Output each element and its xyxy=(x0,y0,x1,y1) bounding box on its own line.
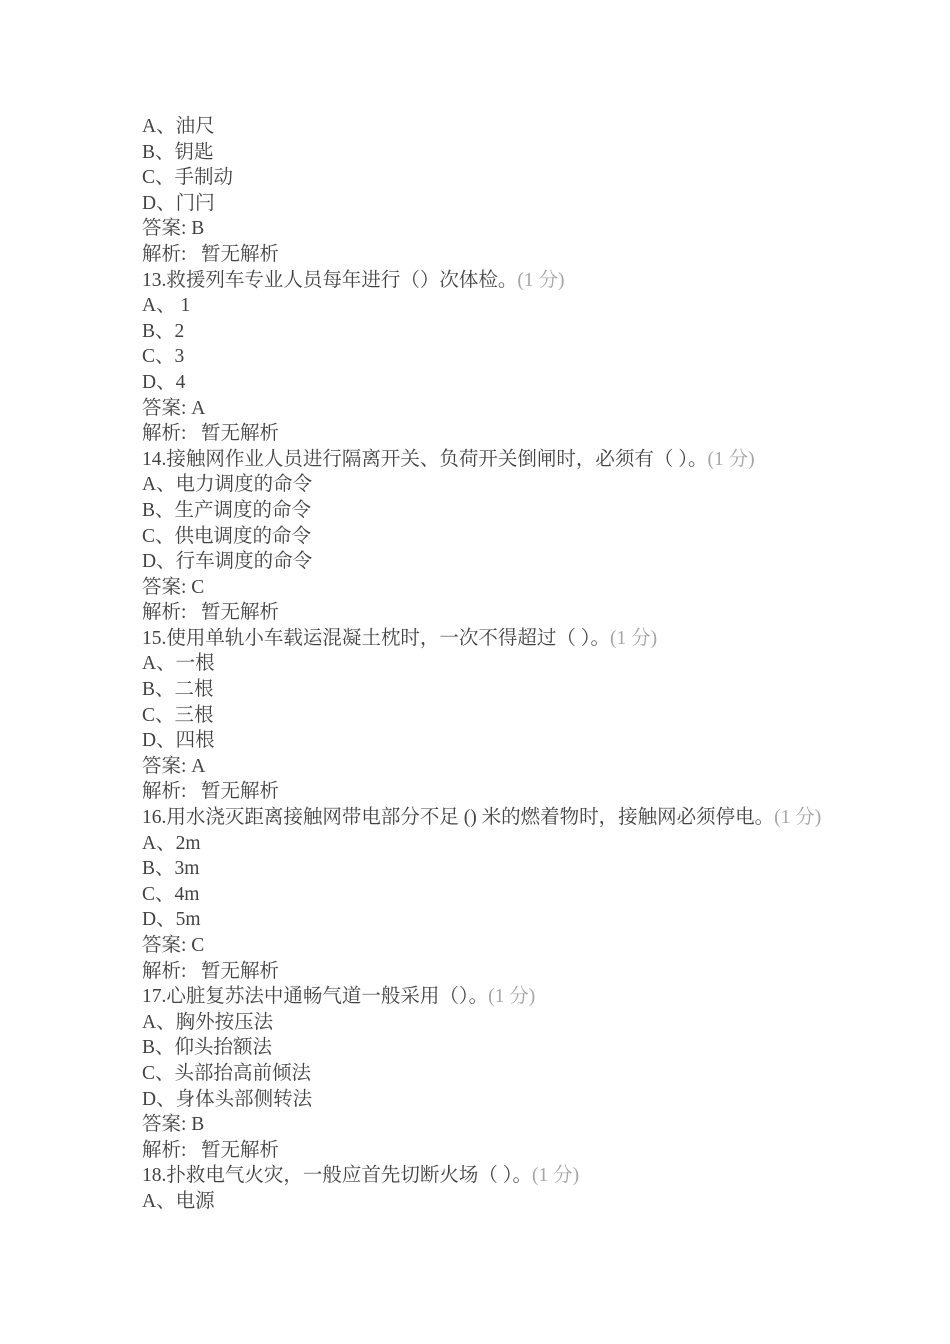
option-line: A、电源 xyxy=(142,1190,215,1212)
option-line: C、三根 xyxy=(142,704,214,726)
score-label: (1 分) xyxy=(532,1165,580,1187)
analysis-line: 解析: 暂无解析 xyxy=(142,781,280,803)
option-line: B、生产调度的命令 xyxy=(142,499,312,521)
option-line: D、5m xyxy=(142,909,201,931)
question-stem-text: 13.救援列车专业人员每年进行（）次体检。 xyxy=(142,269,518,291)
option-line: B、钥匙 xyxy=(142,141,214,163)
option-line: C、供电调度的命令 xyxy=(142,525,312,547)
answer-line: 答案: B xyxy=(142,1114,205,1136)
score-label: (1 分) xyxy=(517,269,565,291)
analysis-line: 解析: 暂无解析 xyxy=(142,960,280,982)
answer-line: 答案: A xyxy=(142,397,206,419)
score-label: (1 分) xyxy=(707,448,755,470)
question-stem-text: 15.使用单轨小车载运混凝土枕时，一次不得超过（ ）。 xyxy=(142,627,611,649)
score-label: (1 分) xyxy=(488,986,536,1008)
analysis-line: 解析: 暂无解析 xyxy=(142,602,280,624)
option-line: C、4m xyxy=(142,883,200,905)
question-list xyxy=(142,114,834,1215)
option-line: D、身体头部侧转法 xyxy=(142,1088,313,1110)
question-stem-text: 16.用水浇灭距离接触网带电部分不足 () 米的燃着物时，接触网必须停电。 xyxy=(142,807,775,829)
option-line: B、2 xyxy=(142,320,185,342)
option-line: A、一根 xyxy=(142,653,215,675)
analysis-line: 解析: 暂无解析 xyxy=(142,1139,280,1161)
option-line: A、 1 xyxy=(142,295,191,317)
option-line: B、仰头抬额法 xyxy=(142,1037,273,1059)
question-stem xyxy=(142,626,834,652)
analysis-line: 解析: 暂无解析 xyxy=(142,243,280,265)
answer-line: 答案: A xyxy=(142,755,206,777)
option-line: B、二根 xyxy=(142,679,214,701)
option-line: D、门闩 xyxy=(142,192,215,214)
analysis-line: 解析: 暂无解析 xyxy=(142,423,280,445)
question-stem xyxy=(142,805,834,831)
option-line: D、行车调度的命令 xyxy=(142,551,313,573)
answer-line: 答案: C xyxy=(142,576,205,598)
question-stem xyxy=(142,984,834,1010)
question-stem-text: 18.扑救电气火灾，一般应首先切断火场（ ）。 xyxy=(142,1165,533,1187)
question-stem xyxy=(142,268,834,294)
option-line: A、2m xyxy=(142,832,201,854)
question-stem xyxy=(142,1163,834,1189)
option-line: C、头部抬高前倾法 xyxy=(142,1062,312,1084)
option-line: A、油尺 xyxy=(142,116,215,137)
option-line: C、3 xyxy=(142,346,185,368)
answer-line: 答案: B xyxy=(142,218,205,240)
option-line: D、四根 xyxy=(142,730,215,752)
option-line: D、4 xyxy=(142,371,186,393)
option-line: A、电力调度的命令 xyxy=(142,474,313,496)
score-label: (1 分) xyxy=(610,627,658,649)
option-line: C、手制动 xyxy=(142,167,234,189)
question-stem xyxy=(142,447,834,473)
answer-line: 答案: C xyxy=(142,935,205,956)
question-stem-text: 14.接触网作业人员进行隔离开关、负荷开关倒闸时，必须有（ ）。 xyxy=(142,448,708,470)
option-line: B、3m xyxy=(142,858,200,880)
question-stem-text: 17.心脏复苏法中通畅气道一般采用（）。 xyxy=(142,986,489,1008)
score-label: (1 分) xyxy=(774,807,822,829)
option-line: A、胸外按压法 xyxy=(142,1011,274,1033)
